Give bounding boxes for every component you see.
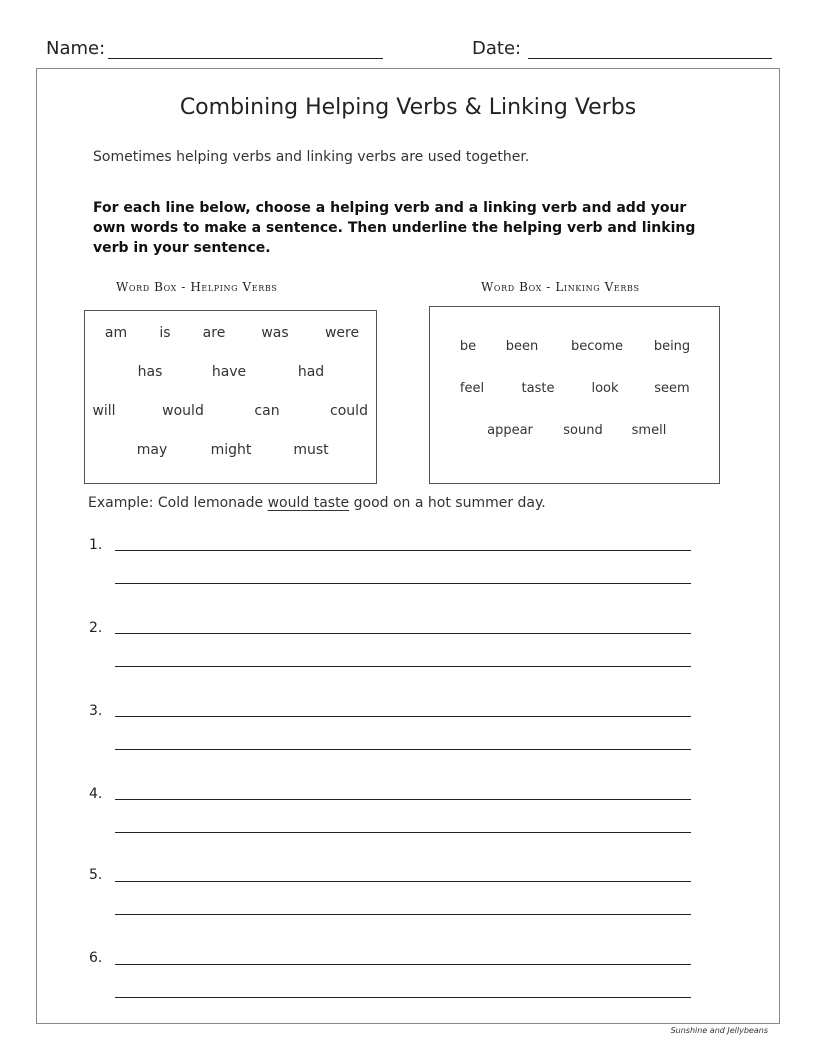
item-number: 1. [89, 537, 103, 553]
writing-line[interactable] [115, 799, 691, 800]
word: has [137, 364, 163, 380]
item-number: 2. [89, 620, 103, 636]
word: be [459, 339, 477, 354]
word: may [136, 442, 168, 458]
word: can [254, 403, 280, 419]
writing-line[interactable] [115, 832, 691, 833]
writing-line[interactable] [115, 997, 691, 998]
writing-line[interactable] [115, 633, 691, 634]
writing-line[interactable] [115, 716, 691, 717]
helping-box-label: Word Box - Helping Verbs [116, 280, 278, 294]
writing-line[interactable] [115, 964, 691, 965]
word: might [210, 442, 252, 458]
word: feel [459, 381, 485, 396]
example-prefix: Example: Cold lemonade [88, 495, 268, 511]
word: must [293, 442, 329, 458]
item-number: 6. [89, 950, 103, 966]
helping-verbs-box [84, 310, 377, 484]
word: have [211, 364, 247, 380]
word: being [653, 339, 691, 354]
item-number: 4. [89, 786, 103, 802]
word: sound [563, 423, 603, 438]
writing-line[interactable] [115, 914, 691, 915]
example-suffix: good on a hot summer day. [349, 495, 546, 511]
word: am [104, 325, 128, 341]
word: been [505, 339, 539, 354]
word: are [202, 325, 226, 341]
page-title: Combining Helping Verbs & Linking Verbs [179, 95, 637, 120]
date-label: Date: [472, 38, 522, 59]
example-underlined: would taste [267, 495, 350, 511]
writing-line[interactable] [115, 550, 691, 551]
word: look [591, 381, 619, 396]
item-number: 5. [89, 867, 103, 883]
linking-box-label: Word Box - Linking Verbs [481, 280, 640, 294]
name-line[interactable] [108, 58, 383, 59]
date-line[interactable] [528, 58, 772, 59]
word: would [162, 403, 204, 419]
word: could [330, 403, 368, 419]
instructions-text: For each line below, choose a helping verb and a linking verb and add your own words to make a sentence. Then underline the helping verb and linking verb in your sentence. [93, 200, 696, 256]
footer-credit: Sunshine and Jellybeans [670, 1026, 768, 1035]
item-number: 3. [89, 703, 103, 719]
word: become [570, 339, 624, 354]
writing-line[interactable] [115, 666, 691, 667]
word: was [261, 325, 289, 341]
word: were [324, 325, 360, 341]
linking-verbs-box [429, 306, 720, 484]
word: appear [487, 423, 533, 438]
intro-text: Sometimes helping verbs and linking verbs are used together. [93, 149, 530, 165]
word: had [297, 364, 325, 380]
name-label: Name: [46, 38, 106, 59]
word: smell [631, 423, 667, 438]
word: taste [521, 381, 555, 396]
writing-line[interactable] [115, 583, 691, 584]
writing-line[interactable] [115, 749, 691, 750]
writing-line[interactable] [115, 881, 691, 882]
word: is [159, 325, 171, 341]
word: seem [654, 381, 690, 396]
example-sentence [88, 495, 546, 511]
word: will [92, 403, 116, 419]
